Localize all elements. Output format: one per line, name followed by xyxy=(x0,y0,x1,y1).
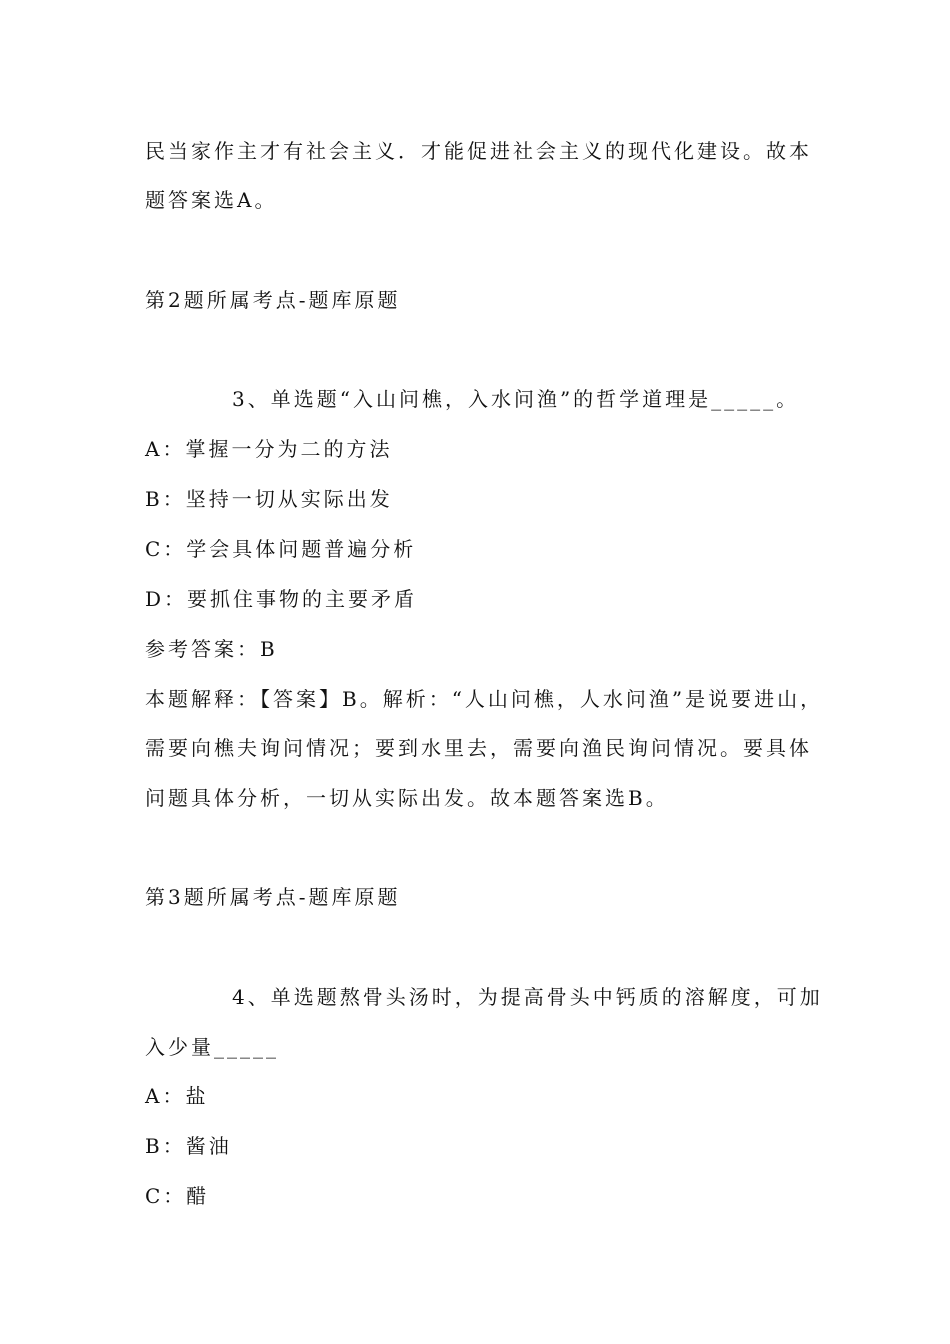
q4-option-c: C：醋 xyxy=(145,1184,210,1208)
q3-stem: 3、单选题“入山问樵，入水问渔”的哲学道理是_____。 xyxy=(232,387,800,411)
q3-explanation-line-3: 问题具体分析，一切从实际出发。故本题答案选B。 xyxy=(145,786,669,810)
q3-option-b: B：坚持一切从实际出发 xyxy=(145,487,393,511)
q2-explanation-line-2: 题答案选A。 xyxy=(145,188,278,212)
q4-option-b: B：酱油 xyxy=(145,1134,232,1158)
q3-source-note: 第3题所属考点-题库原题 xyxy=(145,885,401,909)
q4-stem-line-1: 4、单选题熬骨头汤时，为提高骨头中钙质的溶解度，可加 xyxy=(232,985,823,1009)
q2-source-note: 第2题所属考点-题库原题 xyxy=(145,288,401,312)
q3-option-c: C：学会具体问题普遍分析 xyxy=(145,537,417,561)
q3-option-a: A：掌握一分为二的方法 xyxy=(145,437,393,461)
q3-answer: 参考答案：B xyxy=(145,637,278,661)
q3-explanation-line-2: 需要向樵夫询问情况；要到水里去，需要向渔民询问情况。要具体 xyxy=(145,736,812,760)
q3-explanation-line-1: 本题解释：【答案】B。解析：“人山问樵，人水问渔”是说要进山， xyxy=(145,687,824,711)
q4-stem-line-2: 入少量_____ xyxy=(145,1035,279,1059)
q4-option-a: A：盐 xyxy=(145,1084,209,1108)
q2-explanation-line-1: 民当家作主才有社会主义．才能促进社会主义的现代化建设。故本 xyxy=(145,139,812,163)
q3-option-d: D：要抓住事物的主要矛盾 xyxy=(145,587,418,611)
